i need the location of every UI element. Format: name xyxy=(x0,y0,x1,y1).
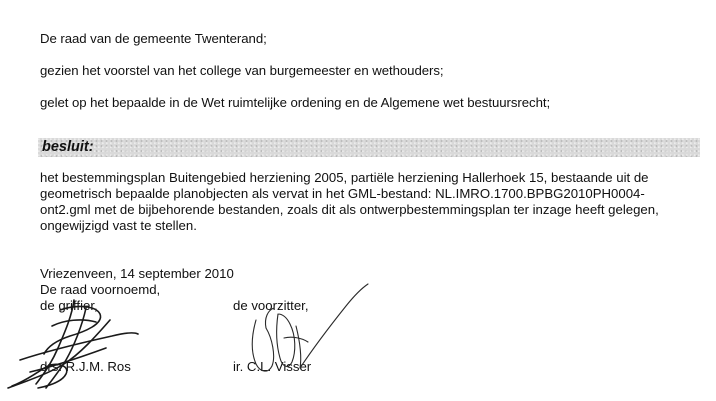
preamble-proposal: gezien het voorstel van het college van burgemeester en wethouders; xyxy=(40,63,444,78)
chair-name: ir. C.L. Visser xyxy=(233,359,312,374)
decision-text-line: het bestemmingsplan Buitengebied herziening 2005, partiële herziening Hallerhoek 15, bestaande uit de xyxy=(40,170,649,185)
decision-heading-bar xyxy=(38,138,700,157)
preamble-legal-basis: gelet op het bepaalde in de Wet ruimtelijke ordening en de Algemene wet bestuursrecht; xyxy=(40,95,551,110)
place-and-date: Vriezenveen, 14 september 2010 xyxy=(40,266,234,281)
decision-text xyxy=(40,170,706,234)
decision-text-line: geometrisch bepaalde planobjecten als vervat in het GML-bestand: NL.IMRO.1700.BPBG2010PH0004- xyxy=(40,186,645,201)
clerk-title: de griffier, xyxy=(40,298,98,313)
council-line: De raad voornoemd, xyxy=(40,282,161,297)
decision-heading: besluit: xyxy=(42,139,94,155)
clerk-name: drs. R.J.M. Ros xyxy=(40,359,131,374)
chair-title: de voorzitter, xyxy=(233,298,309,313)
decision-text-line: ongewijzigd vast te stellen. xyxy=(40,218,197,233)
decision-text-line: ont2.gml met de bijbehorende bestanden, zoals dit als ontwerpbestemmingsplan ter inzage heeft gelegen, xyxy=(40,202,659,217)
preamble-council: De raad van de gemeente Twenterand; xyxy=(40,31,267,46)
